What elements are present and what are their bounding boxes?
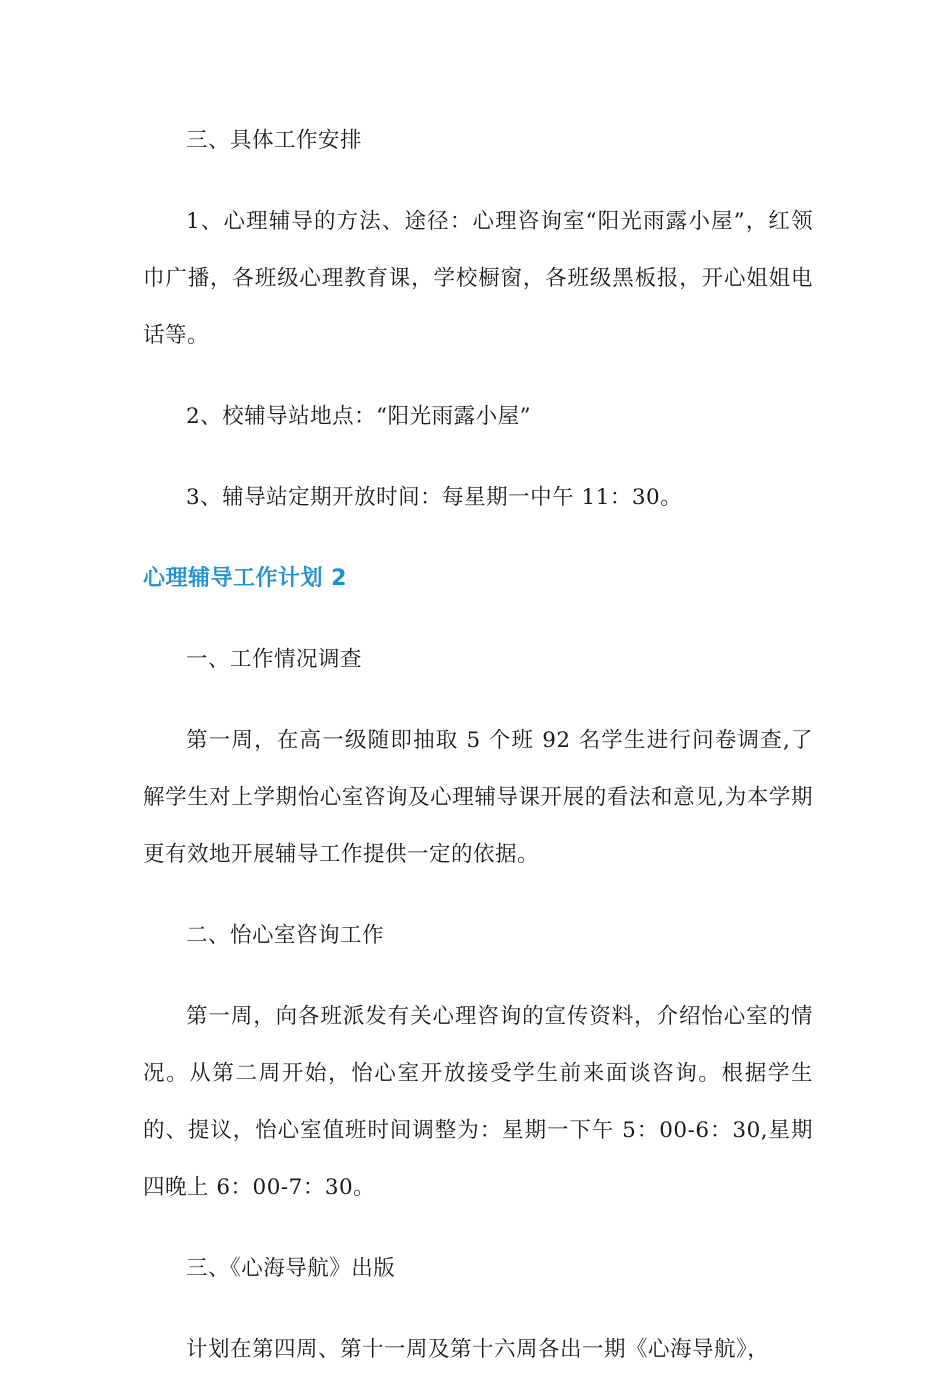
document-body [143,112,813,1378]
spacer [143,1216,813,1240]
paragraph-opening-time: 3、辅导站定期开放时间：每星期一中午 11：30。 [186,485,683,510]
section-heading-survey: 一、工作情况调查 [186,647,363,672]
spacer [143,883,813,907]
spacer [143,607,813,631]
spacer [143,364,813,388]
spacer [143,169,813,193]
paragraph-methods: 1、心理辅导的方法、途径：心理咨询室“阳光雨露小屋”，红领巾广播，各班级心理教育课，学校橱窗，各班级黑板报，开心姐姐电话等。 [143,209,813,348]
paragraph-location: 2、校辅导站地点：“阳光雨露小屋” [186,404,532,429]
paragraph-publication: 计划在第四周、第十一周及第十六周各出一期《心海导航》， [186,1337,770,1362]
section-heading-work-arrangement: 三、具体工作安排 [186,128,363,153]
paragraph-counseling: 第一周，向各班派发有关心理咨询的宣传资料，介绍怡心室的情况。从第二周开始，怡心室开放接受学生前来面谈咨询。根据学生的、提议，怡心室值班时间调整为：星期一下午 5：00-6：30,星期四晚上 6：00-7：30。 [143,1004,813,1200]
section-heading-counseling: 二、怡心室咨询工作 [186,923,385,948]
plan-heading: 心理辅导工作计划 2 [143,566,347,591]
spacer [143,1297,813,1321]
spacer [143,445,813,469]
spacer [143,964,813,988]
section-heading-publication: 三、《心海导航》出版 [186,1256,396,1281]
spacer [143,526,813,550]
paragraph-survey: 第一周，在高一级随即抽取 5 个班 92 名学生进行问卷调查,了解学生对上学期怡心室咨询及心理辅导课开展的看法和意见,为本学期更有效地开展辅导工作提供一定的依据。 [143,728,813,867]
spacer [143,688,813,712]
